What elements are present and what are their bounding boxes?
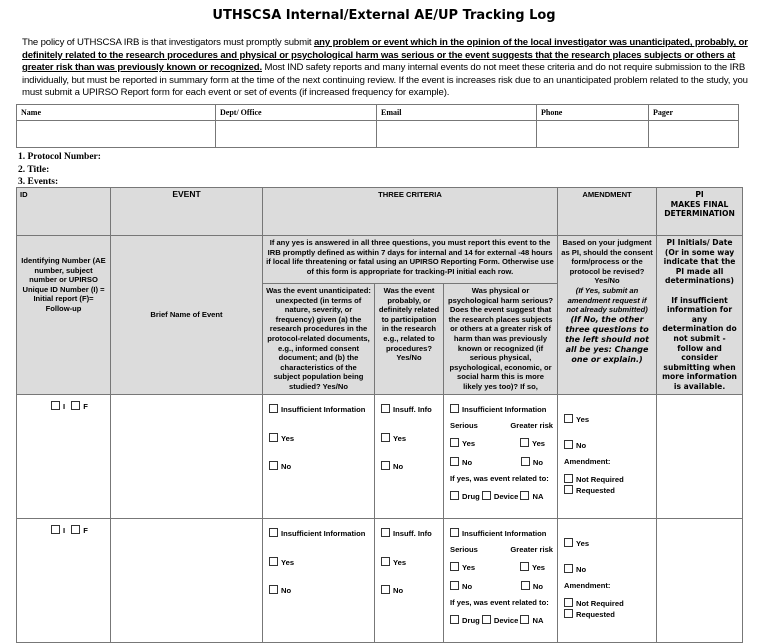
amendment-label: Amendment: xyxy=(564,580,611,590)
na-checkbox[interactable] xyxy=(520,491,529,500)
policy-detail: Most IND safety reports and many internal events do not meet these criteria and do not require submission to the IRB individually, but must be reported in summary form at the time of the next continuing review. If the event is increases risk due to an unanticipated problem related to the study, you must submit a UPIRSO Report form for each event or set of events (if increased frequency for example). xyxy=(22,62,748,99)
initial-checkbox[interactable] xyxy=(51,401,60,410)
greater-risk-yes-checkbox[interactable] xyxy=(520,438,529,447)
q2-insufficient-checkbox[interactable] xyxy=(381,404,390,413)
no-label: No xyxy=(281,461,292,471)
yes-label: Yes xyxy=(531,438,546,448)
greater-risk-yes-checkbox[interactable] xyxy=(520,562,529,571)
yes-label: Yes xyxy=(576,414,590,424)
serious-label: Serious xyxy=(450,420,478,430)
greater-risk-no-checkbox[interactable] xyxy=(521,581,530,590)
no-label: No xyxy=(532,581,544,591)
name-header: Name xyxy=(17,105,216,121)
pi-initials-note: PI Initials/ Date (Or in some way indicate that the PI made all determinations) xyxy=(663,238,736,286)
event-description: Brief Name of Event xyxy=(111,236,263,395)
pi-description xyxy=(657,236,743,395)
related-to-label: If yes, was event related to: xyxy=(450,597,549,607)
device-label: Device xyxy=(493,491,519,501)
pi-initials-field[interactable] xyxy=(657,518,743,642)
not-required-checkbox[interactable] xyxy=(564,474,573,483)
serious-yes-checkbox[interactable] xyxy=(450,562,459,571)
q1-yes-checkbox[interactable] xyxy=(269,433,278,442)
not-required-label: Not Required xyxy=(576,598,624,608)
no-label: No xyxy=(576,564,587,574)
amendment-description xyxy=(558,236,657,395)
drug-label: Drug xyxy=(462,491,480,501)
device-label: Device xyxy=(493,615,519,625)
yes-label: Yes xyxy=(281,557,295,567)
policy-intro: The policy of UTHSCSA IRB is that investigators must promptly submit xyxy=(22,37,314,48)
amendment-no-checkbox[interactable] xyxy=(564,440,573,449)
no-label: No xyxy=(281,585,292,595)
q1-insufficient-checkbox[interactable] xyxy=(269,404,278,413)
policy-text xyxy=(22,37,752,100)
q2-no-checkbox[interactable] xyxy=(381,585,390,594)
q1-no-checkbox[interactable] xyxy=(269,461,278,470)
device-checkbox[interactable] xyxy=(482,491,491,500)
not-required-checkbox[interactable] xyxy=(564,598,573,607)
three-criteria-header: THREE CRITERIA xyxy=(263,188,558,236)
q2-no-checkbox[interactable] xyxy=(381,461,390,470)
amendment-label: Amendment: xyxy=(564,456,611,466)
not-required-label: Not Required xyxy=(576,474,624,484)
event-row xyxy=(17,394,743,518)
q1-yes-checkbox[interactable] xyxy=(269,557,278,566)
insufficient-label: Insufficient Information xyxy=(281,404,366,414)
no-label: No xyxy=(393,585,404,595)
requested-label: Requested xyxy=(576,609,615,619)
criteria-related: Was the event probably, or definitely related to participation in the research e.g., related to procedures? Yes/No xyxy=(375,284,444,395)
amendment-header: AMENDMENT xyxy=(558,188,657,236)
initial-label: I xyxy=(63,525,66,535)
requested-label: Requested xyxy=(576,485,615,495)
q1-no-checkbox[interactable] xyxy=(269,585,278,594)
no-label: No xyxy=(393,461,404,471)
policy-criteria: any problem or event which in the opinion of the local investigator was unanticipated, probably, or definitely related to the research procedures and physical or psychological harm was serious or the event suggests that the research places subjects or others at greater risk than was previously known or recognized. xyxy=(22,37,748,74)
pager-field[interactable] xyxy=(649,121,739,148)
no-label: No xyxy=(462,457,473,467)
yes-label: Yes xyxy=(576,538,590,548)
na-label: NA xyxy=(532,615,544,625)
pi-header-sub: MAKES FINAL DETERMINATION xyxy=(664,199,735,219)
amendment-question: Based on your judgment as PI, should the consent form/process or the protocol be revised? Yes/No xyxy=(561,238,653,286)
q3-insufficient-checkbox[interactable] xyxy=(450,404,459,413)
no-label: No xyxy=(532,457,544,467)
dept-header: Dept/ Office xyxy=(216,105,377,121)
name-field[interactable] xyxy=(17,121,216,148)
yes-label: Yes xyxy=(281,433,295,443)
pi-insufficient-note: If insufficient information for any determination do not submit - follow and consider submitting when more information is available. xyxy=(662,295,737,391)
follow-up-checkbox[interactable] xyxy=(71,525,80,534)
q3-insufficient-checkbox[interactable] xyxy=(450,528,459,537)
serious-yes-checkbox[interactable] xyxy=(450,438,459,447)
pi-header-title: PI xyxy=(695,190,704,199)
no-label: No xyxy=(462,581,473,591)
q2-yes-checkbox[interactable] xyxy=(381,433,390,442)
greater-risk-label: Greater risk xyxy=(510,420,554,430)
drug-label: Drug xyxy=(462,615,480,625)
initial-label: I xyxy=(63,401,66,411)
yes-label: Yes xyxy=(393,433,407,443)
device-checkbox[interactable] xyxy=(482,615,491,624)
yes-label: Yes xyxy=(531,562,546,572)
event-row xyxy=(17,518,743,642)
amendment-warning: (If No, the other three questions to the left should not all be yes: Change one or explain.) xyxy=(565,314,649,364)
q2-insufficient-checkbox[interactable] xyxy=(381,528,390,537)
requested-checkbox[interactable] xyxy=(564,485,573,494)
dept-field[interactable] xyxy=(216,121,377,148)
email-header: Email xyxy=(377,105,537,121)
amendment-no-checkbox[interactable] xyxy=(564,564,573,573)
yes-label: Yes xyxy=(462,562,476,572)
na-checkbox[interactable] xyxy=(520,615,529,624)
protocol-number-label: 1. Protocol Number: xyxy=(18,152,101,162)
greater-risk-label: Greater risk xyxy=(510,544,554,554)
criteria-harm: Was physical or psychological harm serious? Does the event suggest that the research places subjects or others at a greater risk of harm than was previously known or recognized (if serious physical, psychological, economic, or social harm this is more likely yes too)? If so, xyxy=(444,284,558,395)
event-name-field[interactable] xyxy=(111,394,263,518)
yes-label: Yes xyxy=(462,438,476,448)
criteria-intro: If any yes is answered in all three questions, you must report this event to the IRB promptly defined as within 7 days for internal and 14 for external -48 hours if local life threatening or fatal using an UPIRSO Reporting Form. Otherwise use of this form is appropriate for tracking-PI initial each row. xyxy=(263,236,558,284)
drug-checkbox[interactable] xyxy=(450,491,459,500)
serious-no-checkbox[interactable] xyxy=(450,457,459,466)
event-header: EVENT xyxy=(111,188,263,236)
pi-initials-field[interactable] xyxy=(657,394,743,518)
criteria-unanticipated: Was the event unanticipated: unexpected (in terms of nature, severity, or frequency) given (a) the research procedures in the protocol-related documents, e.g., informed consent document; and (b) the characteristics of the subject population being studied? Yes/No xyxy=(263,284,375,395)
title-label: 2. Title: xyxy=(18,165,50,175)
pager-header: Pager xyxy=(649,105,739,121)
q1-insufficient-checkbox[interactable] xyxy=(269,528,278,537)
no-label: No xyxy=(576,440,587,450)
id-description: Identifying Number (AE number, subject number or UPIRSO Unique ID Number (I) = Initial report (F)= Follow-up xyxy=(17,236,111,395)
events-table xyxy=(16,187,743,643)
phone-field[interactable] xyxy=(537,121,649,148)
amendment-yes-checkbox[interactable] xyxy=(564,414,573,423)
serious-label: Serious xyxy=(450,544,478,554)
initial-checkbox[interactable] xyxy=(51,525,60,534)
page-title: UTHSCSA Internal/External AE/UP Tracking Log xyxy=(212,8,556,23)
na-label: NA xyxy=(532,491,544,501)
events-label: 3. Events: xyxy=(18,177,59,187)
amendment-yes-checkbox[interactable] xyxy=(564,538,573,547)
insuff-info-label: Insuff. Info xyxy=(393,528,432,538)
requested-checkbox[interactable] xyxy=(564,609,573,618)
amendment-note: (If Yes, submit an amendment request if not already submitted) xyxy=(566,285,648,315)
follow-up-label: F xyxy=(83,401,88,411)
follow-up-label: F xyxy=(83,525,88,535)
drug-checkbox[interactable] xyxy=(450,615,459,624)
follow-up-checkbox[interactable] xyxy=(71,401,80,410)
email-field[interactable] xyxy=(377,121,537,148)
insufficient-label: Insufficient Information xyxy=(462,404,547,414)
related-to-label: If yes, was event related to: xyxy=(450,473,549,483)
yes-label: Yes xyxy=(393,557,407,567)
insufficient-label: Insufficient Information xyxy=(462,528,547,538)
greater-risk-no-checkbox[interactable] xyxy=(521,457,530,466)
pi-header xyxy=(657,188,743,236)
phone-header: Phone xyxy=(537,105,649,121)
q2-yes-checkbox[interactable] xyxy=(381,557,390,566)
id-header: ID xyxy=(17,188,111,236)
serious-no-checkbox[interactable] xyxy=(450,581,459,590)
event-name-field[interactable] xyxy=(111,518,263,642)
insuff-info-label: Insuff. Info xyxy=(393,404,432,414)
insufficient-label: Insufficient Information xyxy=(281,528,366,538)
contact-table xyxy=(16,104,739,148)
